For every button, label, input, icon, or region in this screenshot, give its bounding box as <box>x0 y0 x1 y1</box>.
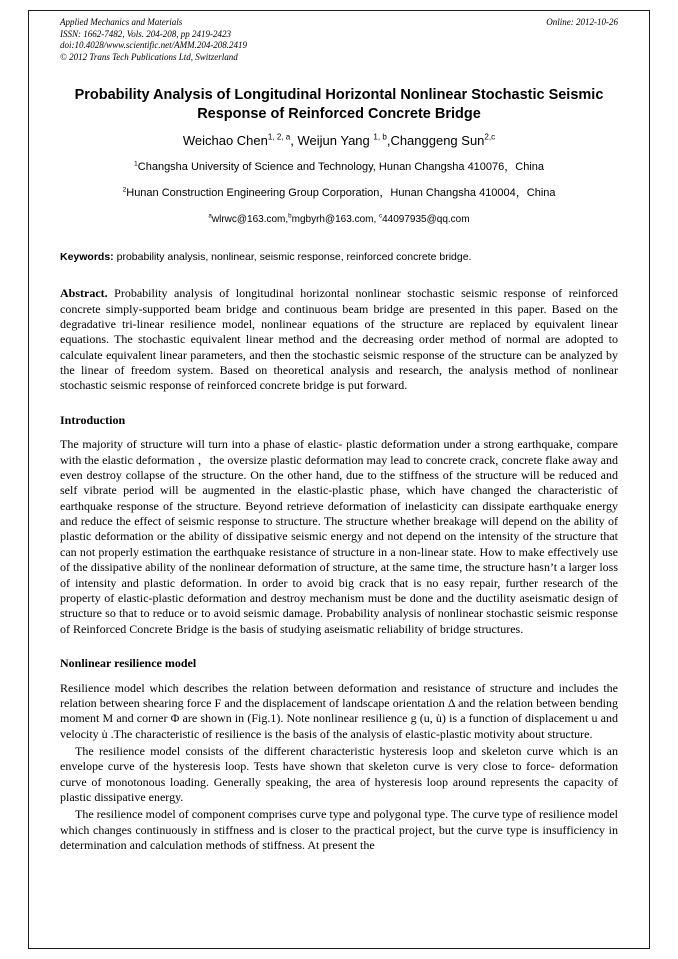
abstract-label: Abstract. <box>60 286 108 301</box>
journal-info-block <box>60 17 247 64</box>
author-1-superscript: 1, 2, a <box>267 133 291 143</box>
author-separator-2: , <box>386 133 391 149</box>
journal-copyright-line: © 2012 Trans Tech Publications Ltd, Switzerland <box>60 52 238 63</box>
author-2-name: Weijun Yang <box>297 133 374 149</box>
introduction-heading: Introduction <box>60 412 126 427</box>
introduction-paragraph: The majority of structure will turn into a phase of elastic- plastic deformation under a strong earthquake, compare with the elastic deformation ，the oversize plastic deformation may lead to concrete crack, concrete flake away and even destroy collapse of the structure. On the other hand, due to the stiffness of the structure will be reduced and self vibrate period will be augmented in the elastic-plastic phase, which have changed the characteristic of earthquake response of the structure. Beyond retrieve deformation of inelasticity can dissipate earthquake energy and reduce the effect of seismic response to structure. The structure whether breakage will depend on the ability of plastic deformation or the ability of dissipative seismic energy and not depend on the intensity of the structure that can not properly estimation the earthquake resistance of structure in a non-linear state. How to make effectively use of the dissipative ability of the nonlinear deformation of structure, at the same time, the structure hasn’t a larger loss of intensity and plastic deformation. In order to avoid big crack that is no easy repair, further research of the property of elastic-plastic deformation and destroy mechanism must be done and the ductility aseismatic design of structure so that to reduce or to avoid seismic damage. Probability analysis of nonlinear stochastic seismic response of Reinforced Concrete Bridge is the basis of studying aseismatic reliability of bridge structures. <box>60 437 618 636</box>
keywords-text: probability analysis, nonlinear, seismic response, reinforced concrete bridge. <box>113 251 472 264</box>
author-2-superscript: 1, b <box>373 133 387 143</box>
resilience-paragraph-3: The resilience model of component comprises curve type and polygonal type. The curve type of resilience model which changes continuously in stiffness and is closer to the practical project, but the curve type is insufficiency in determination and calculation methods of stiffness. At present the <box>60 807 618 853</box>
affiliation-1-superscript: 1 <box>133 160 138 168</box>
authors-line <box>60 133 618 149</box>
abstract-text: Probability analysis of longitudinal horizontal nonlinear stochastic seismic response of reinforced concrete simply-supported beam bridge and continuous beam bridge are presented in this paper. Based on the degradative tri-linear resilience model, nonlinear equations of the structure are replaced by equivalent linear equations. The stochastic equivalent linear method and the decreasing order method of normal are adopted to calculate equivalent linear parameters, and then the stochastic seismic response of the structure can be analyzed by the linear of freedom system. Based on theoretical analysis and research, the analysis method of nonlinear stochastic seismic response of reinforced concrete bridge is put forward. <box>60 286 618 393</box>
journal-name: Applied Mechanics and Materials <box>60 17 183 27</box>
section-nonlinear-resilience-model <box>60 656 618 854</box>
resilience-paragraph-1: Resilience model which describes the relation between deformation and resistance of structure and includes the relation between shearing force F and the displacement of landscape orientation Δ and the relation between bending moment M and corner Φ are shown in (Fig.1). Note nonlinear resilience g (u, u̇) is a function of displacement u and velocity u̇ .The characteristic of resilience is the basis of the analysis of elastic-plastic motivity about structure. <box>60 680 618 741</box>
journal-header <box>60 17 618 64</box>
paper-title: Probability Analysis of Longitudinal Horizontal Nonlinear Stochastic Seismic Response of Reinforced Concrete Bridge <box>74 86 604 122</box>
author-3-name: Changgeng Sun <box>390 133 485 149</box>
affiliation-1-text: Changsha University of Science and Technology, Hunan Changsha 410076，China <box>137 161 545 174</box>
resilience-paragraph-2: The resilience model consists of the different characteristic hysteresis loop and skeleton curve which is an envelope curve of the hysteresis loop. Tests have shown that skeleton curve is very close to force- deformation curve of monotonous loading. Generally speaking, the area of hysteresis loop around represents the capacity of plastic dissipative energy. <box>60 744 618 805</box>
online-date: Online: 2012-10-26 <box>546 17 618 27</box>
abstract-paragraph <box>60 286 618 394</box>
journal-issn-line: ISSN: 1662-7482, Vols. 204-208, pp 2419-2423 <box>60 28 231 39</box>
author-emails-line <box>60 214 618 227</box>
page-border-frame <box>28 10 650 949</box>
introduction-body <box>60 437 618 637</box>
email-a: wlrwc@163.com, <box>211 213 289 225</box>
email-b: mgbyrh@163.com, <box>291 213 380 225</box>
journal-doi-line: doi:10.4028/www.scientific.net/AMM.204-208.2419 <box>60 40 248 51</box>
email-c-superscript: c <box>379 212 383 220</box>
author-1-name: Weichao Chen <box>182 133 268 149</box>
author-3-superscript: 2,c <box>484 133 496 143</box>
email-c: 44097935@qq.com <box>382 213 470 225</box>
affiliation-1 <box>60 161 618 175</box>
section-introduction <box>60 413 618 637</box>
resilience-heading: Nonlinear resilience model <box>60 655 197 670</box>
affiliation-2-superscript: 2 <box>122 186 127 194</box>
keywords-label: Keywords: <box>60 251 114 264</box>
author-separator-1: , <box>290 133 298 149</box>
affiliation-2-text: Hunan Construction Engineering Group Corporation，Hunan Changsha 410004，China <box>126 186 556 199</box>
email-b-superscript: b <box>288 212 292 220</box>
email-a-superscript: a <box>208 212 212 220</box>
affiliation-2 <box>60 187 618 201</box>
keywords-line <box>60 250 618 264</box>
resilience-body <box>60 681 618 854</box>
